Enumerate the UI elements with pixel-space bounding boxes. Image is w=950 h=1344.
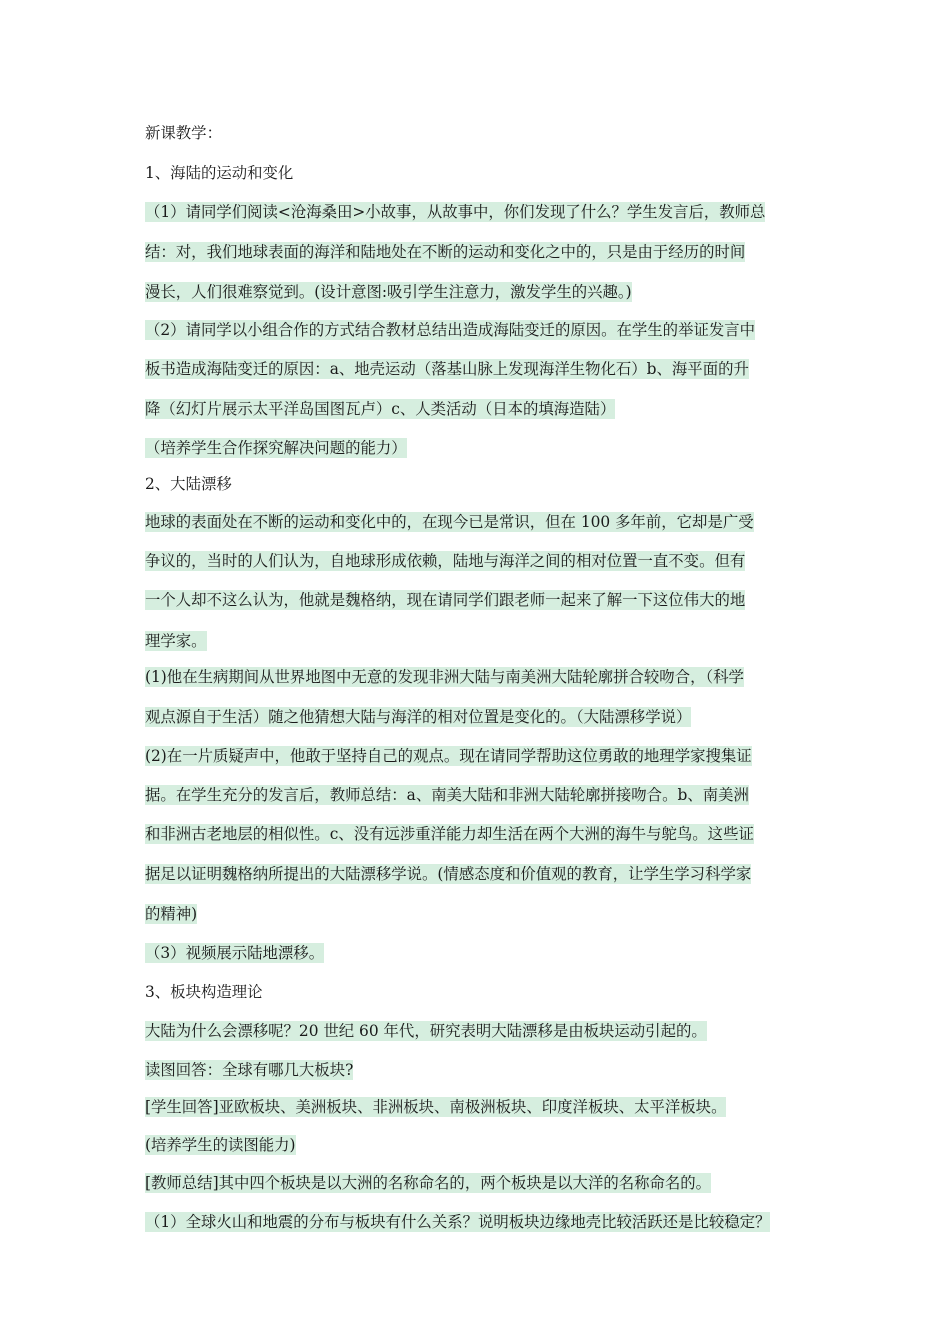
text-line — [145, 744, 752, 768]
highlighted-text: 争议的，当时的人们认为，自地球形成依赖，陆地与海洋之间的相对位置一直不变。但有 — [145, 552, 746, 570]
text-line — [145, 822, 754, 846]
highlighted-text: (2)在一片质疑声中，他敢于坚持自己的观点。现在请同学帮助这位勇敢的地理学家搜集证 — [145, 747, 752, 765]
text-line — [145, 862, 751, 886]
highlighted-text: 板书造成海陆变迁的原因：a、地壳运动（落基山脉上发现海洋生物化石）b、海平面的升 — [145, 360, 749, 378]
highlighted-text: 观点源自于生活）随之他猜想大陆与海洋的相对位置是变化的。（大陆漂移学说） — [145, 708, 692, 726]
text-line — [145, 436, 407, 460]
text-line — [145, 549, 745, 573]
highlighted-text: （培养学生合作探究解决问题的能力） — [145, 439, 407, 457]
text-line — [145, 941, 324, 965]
line-text: 新课教学： — [145, 124, 222, 142]
text-line — [145, 783, 749, 807]
text-line — [145, 161, 293, 185]
highlighted-text: 结：对，我们地球表面的海洋和陆地处在不断的运动和变化之中的，只是由于经历的时间 — [145, 243, 746, 261]
line-text: 2、大陆漂移 — [145, 475, 232, 493]
highlighted-text: 据足以证明魏格纳所提出的大陆漂移学说。(情感态度和价值观的教育，让学生学习科学家 — [145, 865, 752, 883]
highlighted-text: （2）请同学以小组合作的方式结合教材总结出造成海陆变迁的原因。在学生的举证发言中 — [145, 321, 756, 339]
highlighted-text: 读图回答：全球有哪几大板块? — [145, 1061, 354, 1079]
text-line — [145, 1171, 711, 1195]
highlighted-text: 降（幻灯片展示太平洋岛国图瓦卢）c、人类活动（日本的填海造陆） — [145, 400, 616, 418]
text-line — [145, 902, 197, 926]
highlighted-text: （1）全球火山和地震的分布与板块有什么关系？说明板块边缘地壳比较活跃还是比较稳定？ — [145, 1213, 771, 1231]
highlighted-text: 理学家。 — [145, 632, 207, 650]
highlighted-text: 大陆为什么会漂移呢？20 世纪 60 年代，研究表明大陆漂移是由板块运动引起的。 — [145, 1022, 707, 1040]
highlighted-text: 的精神) — [145, 905, 198, 923]
line-text: 3、板块构造理论 — [145, 983, 263, 1001]
highlighted-text: 据。在学生充分的发言后，教师总结：a、南美大陆和非洲大陆轮廓拼接吻合。b、南美洲 — [145, 786, 749, 804]
text-line — [145, 510, 754, 534]
highlighted-text: [学生回答]亚欧板块、美洲板块、非洲板块、南极洲板块、印度洋板块、太平洋板块。 — [145, 1098, 727, 1116]
text-line — [145, 980, 263, 1004]
highlighted-text: 和非洲古老地层的相似性。c、没有远涉重洋能力却生活在两个大洲的海牛与鸵鸟。这些证 — [145, 825, 754, 843]
highlighted-text: (1)他在生病期间从世界地图中无意的发现非洲大陆与南美洲大陆轮廓拼合较吻合，（科学 — [145, 668, 744, 686]
line-text: 1、海陆的运动和变化 — [145, 164, 294, 182]
text-line — [145, 357, 749, 381]
text-line — [145, 397, 615, 421]
text-line — [145, 705, 691, 729]
text-line — [145, 1095, 726, 1119]
highlighted-text: 漫长，人们很难察觉到。(设计意图:吸引学生注意力，激发学生的兴趣。) — [145, 283, 632, 301]
text-line — [145, 1133, 296, 1157]
text-line — [145, 472, 232, 496]
text-line — [145, 318, 755, 342]
text-line — [145, 280, 632, 304]
highlighted-text: 地球的表面处在不断的运动和变化中的，在现今已是常识，但在 100 多年前，它却是广受 — [145, 513, 754, 531]
text-line — [145, 629, 207, 653]
text-line — [145, 588, 745, 612]
highlighted-text: （1）请同学们阅读<沧海桑田>小故事，从故事中，你们发现了什么？学生发言后，教师总 — [145, 203, 766, 221]
text-line — [145, 1058, 353, 1082]
highlighted-text: 一个人却不这么认为，他就是魏格纳，现在请同学们跟老师一起来了解一下这位伟大的地 — [145, 591, 746, 609]
text-line — [145, 665, 744, 689]
text-line — [145, 1019, 707, 1043]
highlighted-text: （3）视频展示陆地漂移。 — [145, 944, 325, 962]
text-line — [145, 1210, 770, 1234]
text-line — [145, 121, 222, 145]
text-line — [145, 200, 765, 224]
text-line — [145, 240, 745, 264]
highlighted-text: [教师总结]其中四个板块是以大洲的名称命名的，两个板块是以大洋的名称命名的。 — [145, 1174, 712, 1192]
highlighted-text: (培养学生的读图能力) — [145, 1136, 296, 1154]
